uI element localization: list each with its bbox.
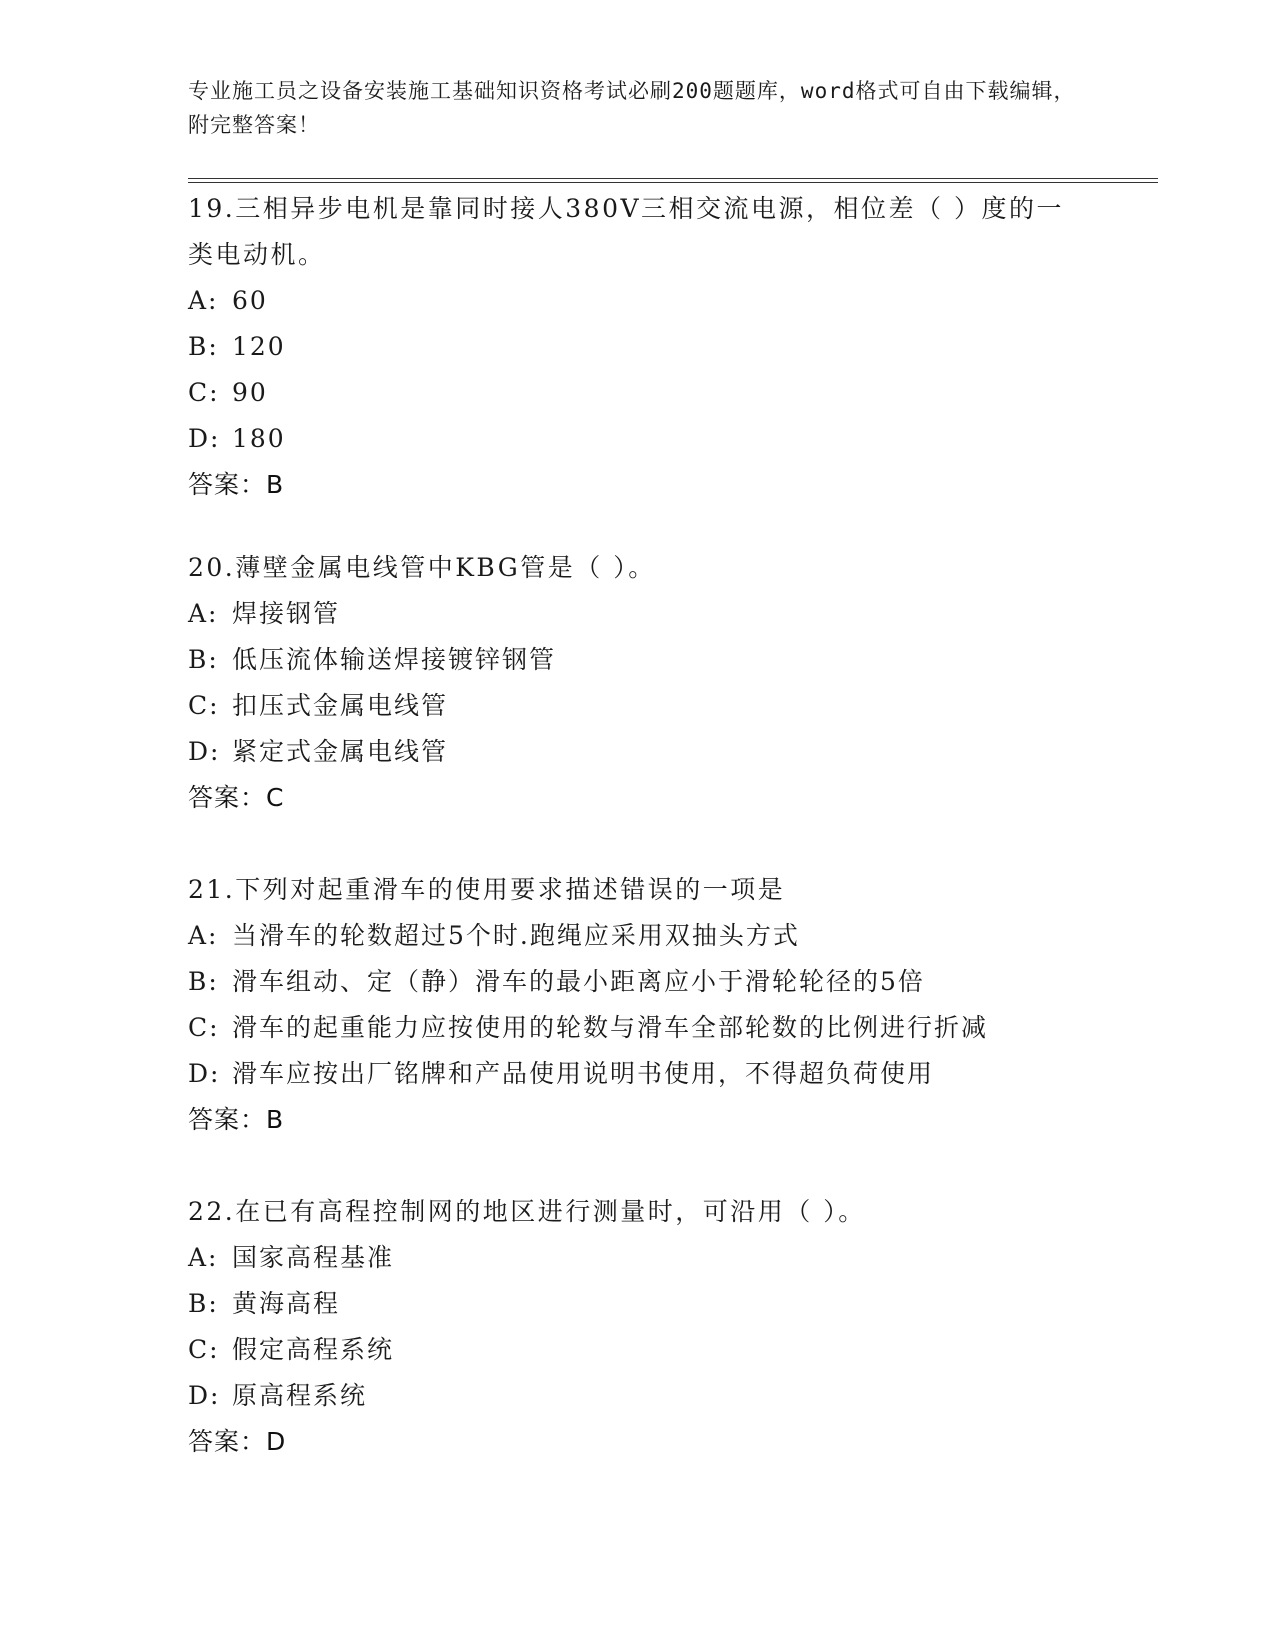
option-c xyxy=(188,683,1088,729)
option-key: A: xyxy=(188,921,219,950)
option-key: B: xyxy=(188,1289,219,1318)
option-b xyxy=(188,324,1088,370)
document-header: 专业施工员之设备安装施工基础知识资格考试必刷200题题库，word格式可自由下载编辑，附完整答案！ xyxy=(188,79,1076,137)
question-22 xyxy=(188,1189,1088,1465)
option-text: 低压流体输送焊接镀锌钢管 xyxy=(232,645,557,674)
option-text: 国家高程基准 xyxy=(232,1243,395,1272)
option-key: A: xyxy=(188,286,219,315)
question-stem: 20.薄壁金属电线管中KBG管是（ ）。 xyxy=(188,553,656,582)
option-a xyxy=(188,591,1088,637)
option-text: 焊接钢管 xyxy=(232,599,341,628)
option-key: A: xyxy=(188,599,219,628)
option-key: D: xyxy=(188,424,221,453)
option-key: A: xyxy=(188,1243,219,1272)
option-text: 假定高程系统 xyxy=(232,1335,395,1364)
option-key: B: xyxy=(188,967,219,996)
answer-line: 答案：C xyxy=(188,783,285,812)
option-text: 180 xyxy=(232,424,286,453)
option-text: 黄海高程 xyxy=(232,1289,341,1318)
option-text: 滑车应按出厂铭牌和产品使用说明书使用，不得超负荷使用 xyxy=(232,1059,935,1088)
option-b xyxy=(188,959,1088,1005)
question-stem: 19.三相异步电机是靠同时接人380V三相交流电源，相位差（ ）度的一类电动机。 xyxy=(188,194,1064,269)
option-c xyxy=(188,1327,1088,1373)
option-a xyxy=(188,1235,1088,1281)
option-key: D: xyxy=(188,1059,221,1088)
option-text: 原高程系统 xyxy=(232,1381,368,1410)
option-d xyxy=(188,1051,1088,1097)
option-c xyxy=(188,370,1088,416)
option-d xyxy=(188,729,1088,775)
option-a xyxy=(188,913,1088,959)
option-b xyxy=(188,1281,1088,1327)
option-text: 滑车组动、定（静）滑车的最小距离应小于滑轮轮径的5倍 xyxy=(232,967,925,996)
option-key: B: xyxy=(188,645,219,674)
option-key: C: xyxy=(188,691,220,720)
option-text: 扣压式金属电线管 xyxy=(232,691,449,720)
question-stem: 21.下列对起重滑车的使用要求描述错误的一项是 xyxy=(188,875,786,904)
option-text: 滑车的起重能力应按使用的轮数与滑车全部轮数的比例进行折减 xyxy=(232,1013,989,1042)
option-key: C: xyxy=(188,1335,220,1364)
option-text: 90 xyxy=(232,378,268,407)
answer-line: 答案：D xyxy=(188,1427,287,1456)
question-21 xyxy=(188,867,1088,1143)
option-key: B: xyxy=(188,332,219,361)
question-20 xyxy=(188,545,1088,821)
header-divider xyxy=(188,178,1158,183)
question-19 xyxy=(188,186,1088,508)
option-key: D: xyxy=(188,1381,221,1410)
option-text: 紧定式金属电线管 xyxy=(232,737,449,766)
option-c xyxy=(188,1005,1088,1051)
option-text: 60 xyxy=(232,286,268,315)
answer-line: 答案：B xyxy=(188,1105,285,1134)
option-key: C: xyxy=(188,1013,220,1042)
option-text: 当滑车的轮数超过5个时.跑绳应采用双抽头方式 xyxy=(232,921,800,950)
answer-line: 答案：B xyxy=(188,470,285,499)
option-a xyxy=(188,278,1088,324)
option-b xyxy=(188,637,1088,683)
option-d xyxy=(188,1373,1088,1419)
option-key: D: xyxy=(188,737,221,766)
option-key: C: xyxy=(188,378,220,407)
option-text: 120 xyxy=(232,332,286,361)
option-d xyxy=(188,416,1088,462)
question-stem: 22.在已有高程控制网的地区进行测量时，可沿用（ ）。 xyxy=(188,1197,866,1226)
